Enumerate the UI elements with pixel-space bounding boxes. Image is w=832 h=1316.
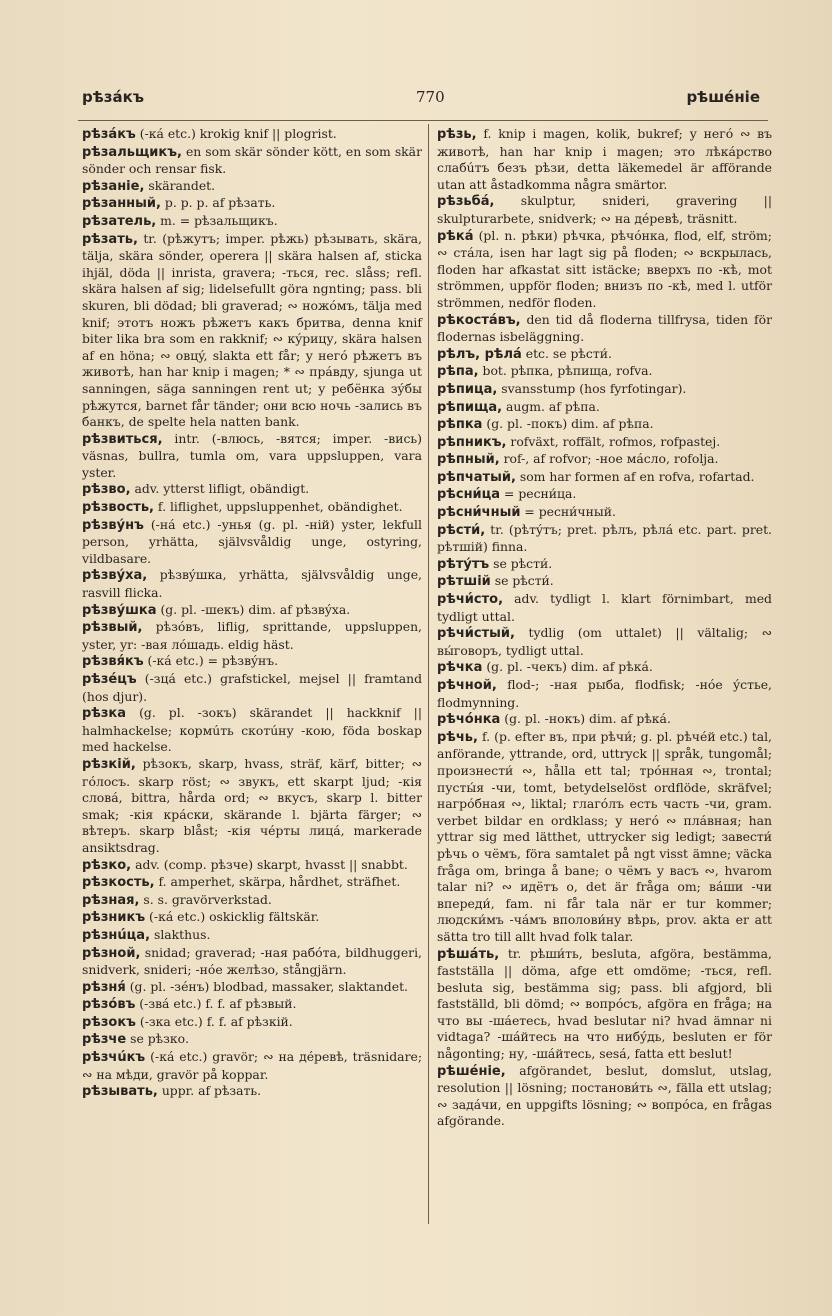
- entry-headword: рѣкостáвъ,: [437, 312, 521, 328]
- dictionary-entry: [82, 892, 422, 910]
- entry-definition: (g. pl. -шекъ) dim. af рѣзвýха.: [156, 601, 351, 617]
- entry-headword: рѣтшій: [437, 574, 491, 590]
- entry-headword: рѣчь,: [437, 729, 478, 745]
- dictionary-entry: [82, 979, 422, 997]
- dictionary-entry: [437, 126, 772, 193]
- entry-definition: se рѣсти́.: [490, 573, 554, 589]
- dictionary-entry: [437, 573, 772, 591]
- entry-definition: rof-, af rofvor; -ное мáсло, rofolja.: [499, 451, 719, 467]
- entry-headword: рѣзанный,: [82, 196, 161, 212]
- entry-definition: tr. (рѣжутъ; imper. рѣжь) рѣзывать, skära, tälja, skära sönder, operera || skära halsen af, sticka ihjäl, döda || inrista, gravera; -ться, rec. slåss; refl. skära halsen af sig; lidelsefullt göra ngnting; pass. bli skuren, bli dödad; bli graverad; ∾ ножóмъ, tälja med knif; этотъ ножъ рѣжетъ какъ бритва, denna knif biter lika bra som en rakknif; ∾ кýрицу, skära halsen af en höna; ∾ овцý, slakta ett får; у негó рѣжетъ въ животѣ, han har knip i magen; * ∾ прáвду, sjunga ut sanningen, säga sanningen rent ut; у ребёнка зýбы рѣжутся, barnet får tänder; они всю ночь -зались въ банкъ, de spelte hela natten bank.: [82, 230, 422, 430]
- entry-definition: etc. se рѣсти́.: [521, 345, 612, 361]
- entry-definition: rofväxt, roffält, rofmos, rofpastej.: [506, 433, 721, 449]
- entry-definition: (-зцá etc.) grafstickel, mejsel || framtand (hos djur).: [82, 671, 422, 704]
- entry-headword: рѣчной,: [437, 678, 497, 693]
- entry-headword: рѣзь,: [437, 127, 477, 142]
- entry-headword: рѣзаніе,: [82, 178, 145, 194]
- entry-headword: рѣзывать,: [82, 1084, 158, 1100]
- dictionary-entry: [82, 481, 422, 499]
- entry-definition: f. (p. efter въ, при рѣчи́; g. pl. рѣчéй etc.) tal, anförande, yttrande, ord, uttryck || språk, tungomål; произнести́ ∾, hålla ett tal; трóнная ∾, trontal; пусты́я -чи, tomt, betydelselöst ordflöde, skräfvel; нагрóбная ∾, liktal; глагóлъ есть часть -чи, gram. verbet bildar en ordklass; у негó ∾ плáвная; han yttrar sig med lätthet, uttrycker sig ledigt; завести́ рѣчь о чёмъ, föra samtalet på ngt visst ämne; väcka fråga om, bringa å bane; о чёмъ у васъ ∾, hvarom talar ni? ∾ идётъ о, det är fråga om; вáши -чи впереди́, fam. ni får tala när er tur kommer; людски́мъ -чáмъ вполови́ну вѣрь, prov. akta er att sätta tro till allt hvad folk talar.: [437, 728, 772, 944]
- entry-definition: = ресни́ца.: [500, 486, 577, 502]
- entry-headword: рѣзнúца,: [82, 927, 151, 943]
- dictionary-entry: [82, 909, 422, 927]
- header-rule: [78, 120, 768, 121]
- dictionary-entry: [82, 927, 422, 945]
- entry-headword: рѣзвя́къ: [82, 654, 144, 670]
- dictionary-entry: [437, 416, 772, 434]
- dictionary-entry: [82, 671, 422, 705]
- entry-definition: adv. (comp. рѣзче) skarpt, hvasst || snabbt.: [131, 856, 408, 872]
- dictionary-entry: [82, 874, 422, 892]
- entry-headword: рѣзвýшка: [82, 602, 157, 618]
- entry-headword: рѣзче: [82, 1032, 127, 1048]
- right-column: [437, 126, 772, 1130]
- dictionary-entry: [437, 946, 772, 1063]
- entry-definition: svansstump (hos fyrfotingar).: [497, 380, 687, 396]
- entry-definition: tr. рѣши́ть, besluta, afgöra, bestämma, fastställa || döma, afge ett omdöme; -ться, refl. besluta sig, bestämma sig; pass. bli afgjord, bli fastställd, bli dömd; ∾ вопрóсъ, afgöra en fråga; на что вы -шáетесь, hvad beslutar ni? hvad ämnar ni vidtaga? -шáйтесь на что нибýдь, besluten er för någonting; ну, -шáйтесь, sesá, fatta ett beslut!: [437, 945, 772, 1062]
- entry-definition: рѣзокъ, skarp, hvass, sträf, kärf, bitter; ∾ гóлосъ. skarp röst; ∾ звукъ, ett skarpt ljud; -кія словá, bittra, hårda ord; ∾ вкусъ, skarp l. bitter smak; -кія крáски, skärande l. bjärta färger; ∾ вѣтеръ. skarp blåst; -кія чéрты лицá, markerade ansiktsdrag.: [82, 755, 422, 855]
- entry-headword: рѣзвость,: [82, 500, 154, 516]
- entry-definition: (-кá etc.) = рѣзвýнъ.: [143, 653, 279, 669]
- entry-headword: рѣзвýха,: [82, 568, 148, 584]
- entry-headword: рѣзвый,: [82, 620, 143, 636]
- entry-headword: рѣзвиться,: [82, 431, 163, 447]
- dictionary-entry: [82, 567, 422, 601]
- entry-headword: рѣзко,: [82, 857, 132, 873]
- entry-definition: f. liflighet, uppsluppenhet, obändighet.: [153, 499, 403, 515]
- entry-headword: рѣзникъ: [82, 910, 146, 926]
- entry-definition: m. = рѣзальщикъ.: [156, 212, 278, 228]
- dictionary-entry: [82, 178, 422, 196]
- dictionary-entry: [82, 1014, 422, 1032]
- entry-definition: p. p. p. af рѣзать.: [160, 195, 276, 211]
- entry-headword: рѣзатель,: [82, 213, 157, 229]
- dictionary-entry: [82, 499, 422, 517]
- entry-definition: en som skär sönder kött, en som skär sönder och rensar fisk.: [82, 143, 422, 177]
- entry-definition: augm. af рѣпа.: [502, 398, 600, 414]
- dictionary-entry: [82, 231, 422, 431]
- dictionary-entry: [82, 996, 422, 1014]
- entry-definition: uppr. af рѣзать.: [157, 1083, 262, 1099]
- entry-definition: intr. (-влюсь, -вятся; imper. -вись) väsnas, bullra, tumla om, vara uppsluppen, vara yster.: [82, 430, 422, 480]
- dictionary-entry: [82, 144, 422, 178]
- dictionary-entry: [437, 1063, 772, 1130]
- entry-headword: рѣкá: [437, 228, 474, 244]
- entry-definition: den tid då floderna tillfrysa, tiden för flodernas isbeläggning.: [437, 311, 772, 345]
- entry-definition: adv. tydligt l. klart förnimbart, med tydligt uttal.: [437, 591, 772, 624]
- entry-definition: flod-; -ная рыба, flodfisk; -нóе ýстье, flodmynning.: [437, 677, 772, 710]
- entry-definition: (g. pl. -зокъ) skärandet || hackknif || halmhackelse; кормúть скотúну -кою, föda boskap med hackelse.: [82, 705, 422, 755]
- entry-headword: рѣтýтъ: [437, 556, 490, 572]
- page-number: 770: [416, 88, 445, 106]
- dictionary-entry: [82, 945, 422, 979]
- dictionary-entry: [437, 312, 772, 346]
- entry-definition: (-кá etc.) krokig knif || plogrist.: [135, 126, 337, 141]
- entry-headword: рѣзкость,: [82, 875, 155, 891]
- entry-definition: (-звá etc.) f. f. af рѣзвый.: [135, 996, 297, 1012]
- entry-headword: рѣпка: [437, 417, 483, 433]
- entry-definition: (-зка etc.) f. f. af рѣзкій.: [135, 1013, 293, 1029]
- entry-definition: se рѣзко.: [126, 1031, 190, 1047]
- entry-headword: рѣчóнка: [437, 712, 501, 728]
- entry-headword: рѣзать,: [82, 231, 138, 247]
- dictionary-entry: [82, 1031, 422, 1049]
- entry-headword: рѣзьбá,: [437, 194, 495, 210]
- dictionary-entry: [437, 434, 772, 452]
- entry-definition: skärandet.: [144, 177, 216, 193]
- entry-headword: рѣзка: [82, 706, 127, 722]
- entry-definition: (g. pl. -покъ) dim. af рѣпа.: [482, 416, 654, 432]
- entry-headword: рѣпникъ,: [437, 434, 507, 450]
- dictionary-entry: [437, 625, 772, 659]
- entry-definition: som har formen af en rofva, rofartad.: [515, 468, 755, 484]
- dictionary-entry: [437, 522, 772, 556]
- entry-headword: рѣсни́чный: [437, 505, 521, 521]
- dictionary-entry: [437, 556, 772, 574]
- entry-definition: snidad; graverad; -ная рабóта, bildhuggeri, snidverk, snideri; -нóе желѣзо, stångjärn.: [82, 944, 422, 978]
- entry-definition: bot. рѣпка, рѣпища, rofva.: [478, 363, 653, 379]
- entry-headword: рѣзéцъ: [82, 672, 137, 687]
- entry-headword: рѣсти́,: [437, 522, 486, 538]
- entry-headword: рѣшáть,: [437, 946, 500, 962]
- entry-headword: рѣзво,: [82, 482, 131, 498]
- entry-headword: рѣлъ, рѣлá: [437, 346, 522, 362]
- entry-definition: tydlig (om uttalet) || vältalig; ∾ вы́говоръ, tydligt uttal.: [437, 625, 772, 658]
- entry-headword: рѣпица,: [437, 381, 498, 397]
- entry-headword: рѣчка: [437, 660, 483, 676]
- entry-headword: рѣшéніе,: [437, 1063, 506, 1079]
- entry-headword: рѣсни́ца: [437, 487, 501, 503]
- entry-headword: рѣзвýнъ: [82, 517, 144, 533]
- dictionary-entry: [437, 399, 772, 417]
- entry-definition: f. amperhet, skärpa, hårdhet, sträfhet.: [154, 874, 401, 890]
- entry-headword: рѣзкій,: [82, 756, 136, 772]
- dictionary-entry: [82, 653, 422, 671]
- dictionary-entry: [437, 363, 772, 381]
- dictionary-entry: [437, 228, 772, 312]
- entry-definition: afgörandet, beslut, domslut, utslag, resolution || lösning; постанови́ть ∾, fälla ett utslag; ∾ задáчи, en uppgifts lösning; ∾ вопрóса, en frågas afgörande.: [437, 1062, 772, 1129]
- entry-definition: (g. pl. -зéнъ) blodbad, massaker, slaktandet.: [125, 978, 408, 994]
- entry-definition: рѣзвýшка, yrhätta, självsvåldig unge, rasvill flicka.: [82, 567, 422, 601]
- dictionary-entry: [82, 619, 422, 653]
- entry-headword: рѣзокъ: [82, 1014, 136, 1030]
- entry-definition: s. s. gravörverkstad.: [139, 891, 272, 907]
- entry-headword: рѣпный,: [437, 452, 500, 468]
- running-head-left: рѣзáкъ: [82, 88, 145, 106]
- dictionary-entry: [82, 756, 422, 857]
- entry-headword: рѣзчúкъ: [82, 1050, 146, 1066]
- dictionary-entry: [437, 677, 772, 711]
- dictionary-entry: [437, 469, 772, 487]
- dictionary-entry: [437, 659, 772, 677]
- entry-definition: (g. pl. -чекъ) dim. af рѣкá.: [482, 659, 653, 675]
- entry-definition: = ресни́чный.: [520, 504, 616, 520]
- entry-headword: рѣчи́сто,: [437, 592, 504, 608]
- entry-headword: рѣпчатый,: [437, 469, 516, 485]
- column-divider: [428, 124, 429, 1224]
- dictionary-entry: [437, 591, 772, 625]
- entry-headword: рѣзной,: [82, 945, 141, 961]
- dictionary-entry: [82, 431, 422, 482]
- running-head-right: рѣшéніе: [686, 88, 760, 106]
- dictionary-entry: [82, 195, 422, 213]
- entry-definition: (g. pl. -нокъ) dim. af рѣкá.: [500, 711, 671, 727]
- entry-definition: (-кá etc.) oskicklig fältskär.: [145, 909, 320, 925]
- dictionary-entry: [82, 857, 422, 875]
- entry-definition: adv. ytterst lifligt, obändigt.: [130, 481, 310, 497]
- dictionary-entry: [82, 126, 422, 144]
- entry-definition: slakthus.: [150, 926, 211, 942]
- dictionary-entry: [82, 213, 422, 231]
- entry-headword: рѣзáкъ: [82, 127, 136, 142]
- dictionary-entry: [82, 1083, 422, 1101]
- left-column: [82, 126, 422, 1101]
- entry-definition: (pl. n. рѣки) рѣчка, рѣчóнка, flod, elf, ström; ∾ стáла, isen har lagt sig på floden; ∾ вскрылась, floden har afkastat sitt istäcke; вверхъ по -кѣ, mot strömmen, uppför floden; внизъ по -кѣ, med l. utför strömmen, nedför floden.: [437, 227, 772, 310]
- dictionary-entry: [437, 486, 772, 504]
- entry-headword: рѣзня́: [82, 979, 126, 995]
- dictionary-entry: [437, 451, 772, 469]
- entry-headword: рѣзóвъ: [82, 997, 136, 1013]
- entry-definition: (-кá etc.) gravör; ∾ на дéревѣ, träsnidare; ∾ на мѣди, gravör på koppar.: [82, 1049, 422, 1082]
- dictionary-entry: [437, 346, 772, 364]
- dictionary-entry: [437, 381, 772, 399]
- dictionary-entry: [82, 602, 422, 620]
- dictionary-entry: [437, 193, 772, 227]
- dictionary-entry: [82, 1049, 422, 1083]
- entry-headword: рѣчи́стый,: [437, 626, 515, 642]
- entry-definition: рѣзóвъ, liflig, sprittande, uppsluppen, yster, yr: -вая лóшадь. eldig häst.: [82, 619, 422, 652]
- entry-headword: рѣпа,: [437, 364, 479, 380]
- entry-definition: tr. (рѣтýтъ; pret. рѣлъ, рѣлá etc. part. pret. рѣтшій) finna.: [437, 521, 772, 555]
- dictionary-entry: [437, 711, 772, 729]
- dictionary-entry: [82, 517, 422, 568]
- dictionary-entry: [437, 504, 772, 522]
- entry-definition: (-нá etc.) -унья (g. pl. -ній) yster, lekfull person, yrhätta, självsvåldig unge, ostyring, vildbasare.: [82, 516, 422, 566]
- dictionary-entry: [82, 705, 422, 756]
- entry-definition: skulptur, snideri, gravering || skulpturarbete, snidverk; ∾ на дéревѣ, träsnitt.: [437, 193, 772, 226]
- entry-headword: рѣпища,: [437, 399, 503, 415]
- entry-headword: рѣзная,: [82, 892, 140, 908]
- dictionary-entry: [437, 729, 772, 946]
- entry-headword: рѣзальщикъ,: [82, 144, 182, 160]
- entry-definition: se рѣсти́.: [489, 555, 553, 571]
- entry-definition: f. knip i magen, kolik, bukref; у негó ∾ въ животѣ, han har knip i magen; это лѣкáрство слабúтъ безъ рѣзи, detta läkemedel är afförande utan att åstadkomma några smärtor.: [437, 126, 772, 192]
